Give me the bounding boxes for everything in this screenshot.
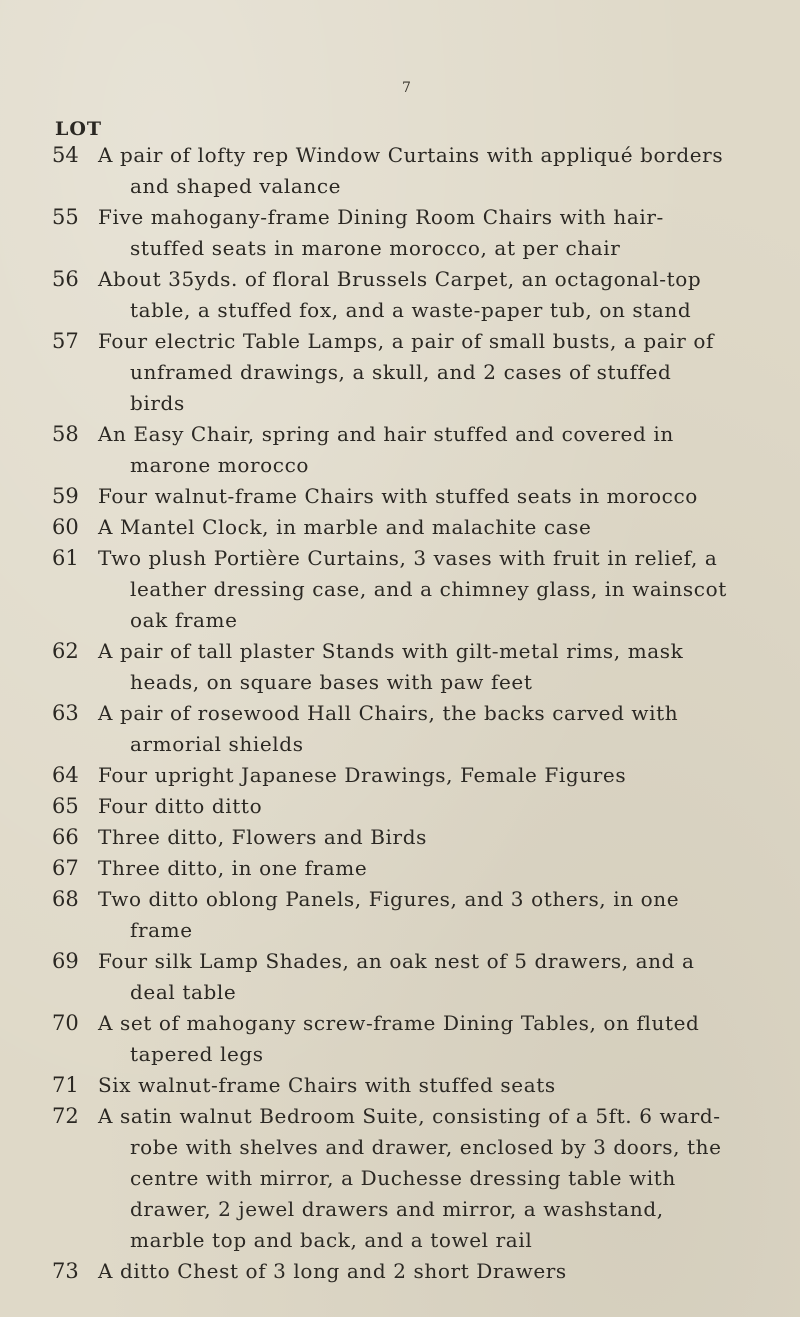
- lot-description-line: armorial shields: [130, 732, 304, 756]
- lot-entry: [0, 264, 800, 326]
- lot-description: [98, 1101, 768, 1256]
- lot-number: 56: [52, 267, 79, 291]
- lot-list: [0, 140, 800, 1287]
- lot-description-line: marble top and back, and a towel rail: [130, 1228, 533, 1252]
- lot-description: [98, 853, 768, 884]
- lot-description-line: robe with shelves and drawer, enclosed by 3 doors, the: [130, 1135, 722, 1159]
- lot-description: [98, 512, 768, 543]
- lot-description-line: A set of mahogany screw-frame Dining Tables, on fluted: [98, 1011, 700, 1035]
- lot-entry: [0, 853, 800, 884]
- lot-number: 72: [52, 1104, 79, 1128]
- lot-number: 54: [52, 143, 79, 167]
- lot-description-line: frame: [130, 918, 193, 942]
- lot-description-line: A ditto Chest of 3 long and 2 short Drawers: [98, 1259, 567, 1283]
- lot-description-line: heads, on square bases with paw feet: [130, 670, 533, 694]
- lot-description-line: Four walnut-frame Chairs with stuffed seats in morocco: [98, 484, 698, 508]
- lot-number: 59: [52, 484, 79, 508]
- lot-entry: [0, 202, 800, 264]
- lot-entry: [0, 140, 800, 202]
- lot-entry: [0, 1101, 800, 1256]
- lot-entry: [0, 419, 800, 481]
- lot-column-header: LOT: [55, 118, 103, 140]
- lot-description-line: marone morocco: [130, 453, 310, 477]
- lot-description: [98, 481, 768, 512]
- lot-description-line: Four silk Lamp Shades, an oak nest of 5 drawers, and a: [98, 949, 695, 973]
- lot-number: 61: [52, 546, 79, 570]
- lot-number: 67: [52, 856, 79, 880]
- lot-number: 63: [52, 701, 79, 725]
- lot-number: 68: [52, 887, 79, 911]
- lot-description-line: Five mahogany-frame Dining Room Chairs with hair-: [98, 205, 664, 229]
- lot-entry: [0, 481, 800, 512]
- lot-description-line: table, a stuffed fox, and a waste-paper tub, on stand: [130, 298, 692, 322]
- lot-entry: [0, 1070, 800, 1101]
- lot-description: [98, 791, 768, 822]
- lot-description: [98, 1070, 768, 1101]
- lot-entry: [0, 760, 800, 791]
- lot-description: [98, 1256, 768, 1287]
- lot-number: 62: [52, 639, 79, 663]
- lot-description-line: Four ditto ditto: [98, 794, 263, 818]
- lot-description-line: oak frame: [130, 608, 238, 632]
- lot-description-line: drawer, 2 jewel drawers and mirror, a washstand,: [130, 1197, 664, 1221]
- lot-description: [98, 1008, 768, 1070]
- lot-description: [98, 946, 768, 1008]
- lot-description: [98, 419, 768, 481]
- lot-entry: [0, 636, 800, 698]
- lot-number: 69: [52, 949, 79, 973]
- lot-entry: [0, 884, 800, 946]
- lot-description-line: A pair of lofty rep Window Curtains with appliqué borders: [98, 143, 724, 167]
- lot-entry: [0, 946, 800, 1008]
- lot-description: [98, 202, 768, 264]
- lot-description-line: and shaped valance: [130, 174, 342, 198]
- lot-number: 70: [52, 1011, 79, 1035]
- lot-entry: [0, 1008, 800, 1070]
- lot-entry: [0, 822, 800, 853]
- lot-description-line: Two ditto oblong Panels, Figures, and 3 others, in one: [98, 887, 680, 911]
- lot-description-line: Three ditto, in one frame: [98, 856, 368, 880]
- lot-entry: [0, 1256, 800, 1287]
- lot-number: 55: [52, 205, 79, 229]
- lot-description-line: Six walnut-frame Chairs with stuffed seats: [98, 1073, 556, 1097]
- lot-entry: [0, 512, 800, 543]
- lot-description-line: stuffed seats in marone morocco, at per chair: [130, 236, 621, 260]
- lot-description: [98, 760, 768, 791]
- lot-description: [98, 326, 768, 419]
- lot-description: [98, 822, 768, 853]
- lot-number: 66: [52, 825, 79, 849]
- lot-description-line: Four upright Japanese Drawings, Female Figures: [98, 763, 627, 787]
- lot-number: 71: [52, 1073, 79, 1097]
- lot-description-line: birds: [130, 391, 185, 415]
- lot-description-line: unframed drawings, a skull, and 2 cases of stuffed: [130, 360, 672, 384]
- lot-description: [98, 264, 768, 326]
- lot-description-line: leather dressing case, and a chimney glass, in wainscot: [130, 577, 727, 601]
- lot-description-line: A pair of tall plaster Stands with gilt-metal rims, mask: [98, 639, 684, 663]
- lot-entry: [0, 791, 800, 822]
- lot-number: 73: [52, 1259, 79, 1283]
- lot-description-line: tapered legs: [130, 1042, 264, 1066]
- lot-description: [98, 140, 768, 202]
- page-number: 7: [402, 80, 411, 96]
- lot-entry: [0, 326, 800, 419]
- lot-number: 64: [52, 763, 79, 787]
- lot-description-line: About 35yds. of floral Brussels Carpet, an octagonal-top: [98, 267, 702, 291]
- lot-description-line: Four electric Table Lamps, a pair of small busts, a pair of: [98, 329, 715, 353]
- lot-number: 65: [52, 794, 79, 818]
- lot-description-line: centre with mirror, a Duchesse dressing table with: [130, 1166, 676, 1190]
- lot-number: 60: [52, 515, 79, 539]
- lot-description: [98, 636, 768, 698]
- lot-number: 57: [52, 329, 79, 353]
- lot-description: [98, 698, 768, 760]
- lot-description-line: Three ditto, Flowers and Birds: [98, 825, 427, 849]
- lot-description-line: A pair of rosewood Hall Chairs, the backs carved with: [98, 701, 679, 725]
- lot-description-line: An Easy Chair, spring and hair stuffed and covered in: [98, 422, 674, 446]
- lot-description-line: A satin walnut Bedroom Suite, consisting of a 5ft. 6 ward-: [98, 1104, 721, 1128]
- lot-entry: [0, 698, 800, 760]
- lot-description-line: A Mantel Clock, in marble and malachite case: [98, 515, 592, 539]
- lot-number: 58: [52, 422, 79, 446]
- lot-entry: [0, 543, 800, 636]
- lot-description: [98, 884, 768, 946]
- lot-description: [98, 543, 768, 636]
- lot-description-line: deal table: [130, 980, 237, 1004]
- lot-description-line: Two plush Portière Curtains, 3 vases with fruit in relief, a: [98, 546, 718, 570]
